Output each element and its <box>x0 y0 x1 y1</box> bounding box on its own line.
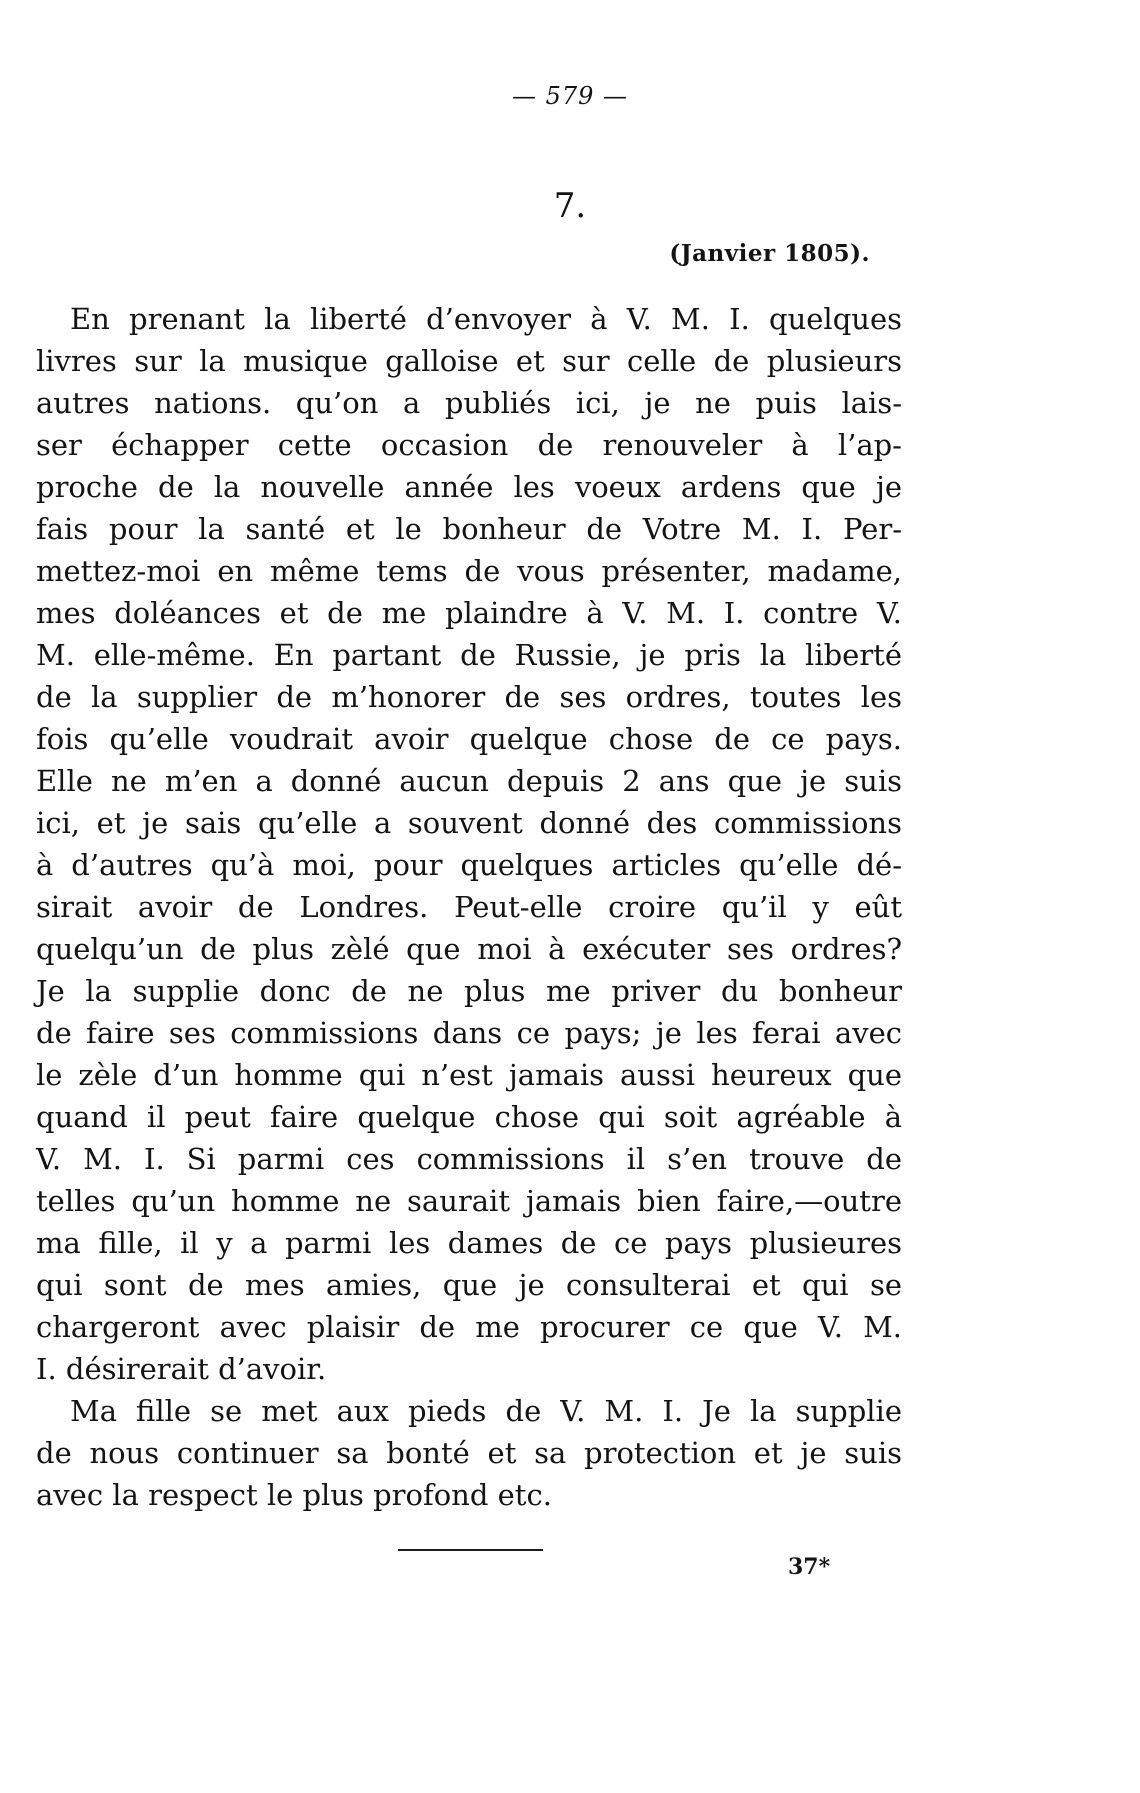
text-line: avec la respect le plus profond etc. <box>36 1478 552 1512</box>
text-line: mes doléances et de me plaindre à V. M. I. contre V. <box>36 596 902 630</box>
text-line: livres sur la musique galloise et sur celle de plusieurs <box>36 344 902 378</box>
letter-date: (Janvier 1805). <box>669 240 870 267</box>
text-line: fois qu’elle voudrait avoir quelque chose de ce pays. <box>36 722 902 756</box>
text-line: sirait avoir de Londres. Peut-elle croire qu’il y eût <box>36 890 902 924</box>
page-number: — 579 — <box>511 82 629 110</box>
signature-mark: 37* <box>788 1554 831 1580</box>
text-line: de faire ses commissions dans ce pays; je les ferai avec <box>36 1016 902 1050</box>
text-line: ser échapper cette occasion de renouveler à l’ap- <box>36 428 902 462</box>
letter-body <box>36 298 902 1516</box>
letter-number: 7. <box>553 186 587 226</box>
text-line: autres nations. qu’on a publiés ici, je ne puis lais- <box>36 386 902 420</box>
text-line: En prenant la liberté d’envoyer à V. M. I. quelques <box>70 302 902 336</box>
text-line: Elle ne m’en a donné aucun depuis 2 ans que je suis <box>36 764 902 798</box>
text-line: fais pour la santé et le bonheur de Votre M. I. Per- <box>36 512 902 546</box>
text-line: quand il peut faire quelque chose qui soit agréable à <box>36 1100 902 1134</box>
text-line: ici, et je sais qu’elle a souvent donné des commissions <box>36 806 902 840</box>
text-line: chargeront avec plaisir de me procurer ce que V. M. <box>36 1310 902 1344</box>
text-line: quelqu’un de plus zèlé que moi à exécuter ses ordres? <box>36 932 902 966</box>
text-line: I. désirerait d’avoir. <box>36 1352 327 1386</box>
horizontal-rule <box>398 1549 543 1551</box>
text-line: de nous continuer sa bonté et sa protection et je suis <box>36 1436 902 1470</box>
text-line: qui sont de mes amies, que je consulterai et qui se <box>36 1268 902 1302</box>
text-line: à d’autres qu’à moi, pour quelques articles qu’elle dé- <box>36 848 902 882</box>
text-line: le zèle d’un homme qui n’est jamais aussi heureux que <box>36 1058 902 1092</box>
text-line: Je la supplie donc de ne plus me priver du bonheur <box>36 974 902 1008</box>
text-line: ma fille, il y a parmi les dames de ce pays plusieures <box>36 1226 902 1260</box>
text-line: V. M. I. Si parmi ces commissions il s’en trouve de <box>36 1142 902 1176</box>
text-line: M. elle-même. En partant de Russie, je pris la liberté <box>36 638 902 672</box>
text-line: mettez-moi en même tems de vous présenter, madame, <box>36 554 902 588</box>
text-line: telles qu’un homme ne saurait jamais bien faire,—outre <box>36 1184 902 1218</box>
text-line: de la supplier de m’honorer de ses ordres, toutes les <box>36 680 902 714</box>
text-line: proche de la nouvelle année les voeux ardens que je <box>36 470 902 504</box>
text-line: Ma fille se met aux pieds de V. M. I. Je la supplie <box>70 1394 902 1428</box>
